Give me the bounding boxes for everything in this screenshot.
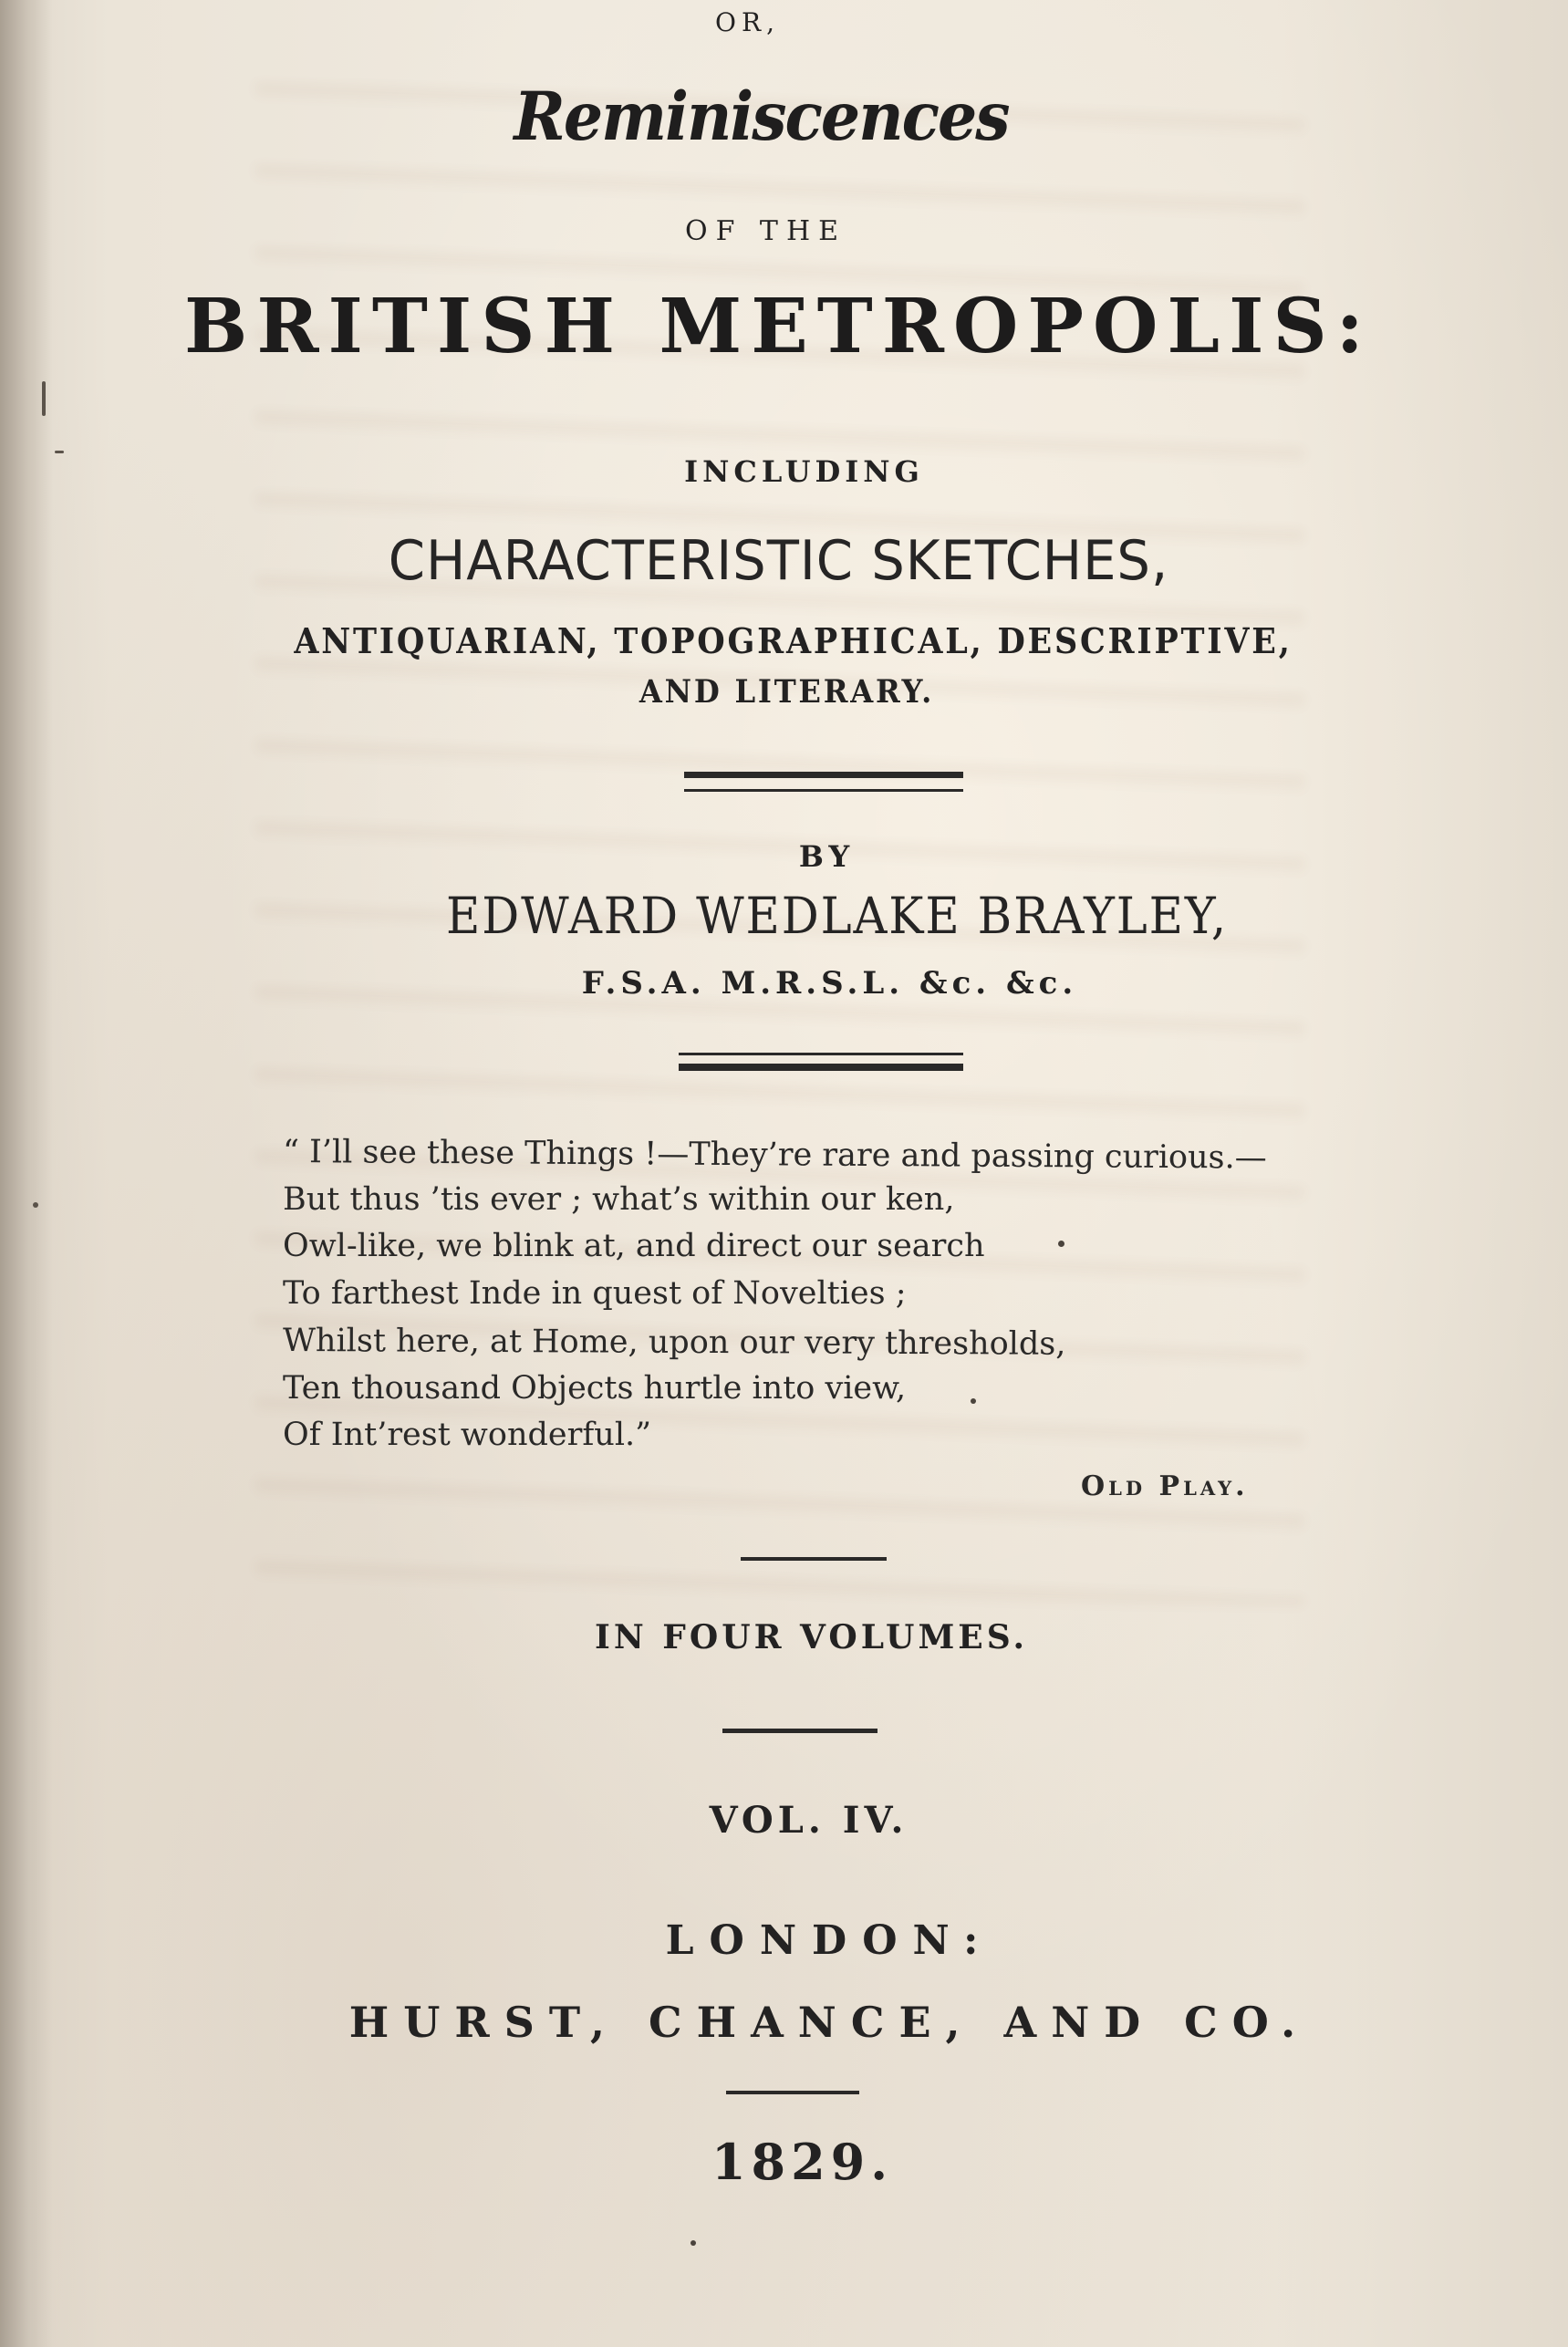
- rule-thin: [679, 1053, 963, 1055]
- rule-thick: [684, 772, 963, 778]
- paper-speck: [1058, 1241, 1064, 1247]
- epigraph-line: But thus ’tis ever ; what’s within our ken,: [283, 1180, 955, 1218]
- of-the-line: OF THE: [684, 215, 847, 247]
- paper-speck: [691, 2240, 696, 2246]
- gutter-mark: [42, 381, 46, 416]
- reminiscences-title: Reminiscences: [514, 77, 1009, 157]
- imprint-publisher: HURST, CHANCE, AND CO.: [348, 1998, 1311, 2047]
- rule-thin: [684, 789, 963, 792]
- author-name: EDWARD WEDLAKE BRAYLEY,: [446, 887, 1228, 945]
- author-credentials: F.S.A. M.R.S.L. &c. &c.: [581, 965, 1078, 1002]
- including-line: INCLUDING: [684, 454, 924, 489]
- epigraph-line: Of Int’rest wonderful.”: [283, 1417, 652, 1454]
- epigraph-line: “ I’ll see these Things !—They’re rare and passing curious.—: [282, 1134, 1267, 1177]
- short-rule: [741, 1557, 887, 1561]
- gutter-mark: [55, 451, 64, 453]
- epigraph-line: Owl-like, we blink at, and direct our search: [283, 1228, 985, 1265]
- epigraph: [283, 1129, 1377, 1459]
- epigraph-line: To farthest Inde in quest of Novelties ;: [283, 1275, 907, 1313]
- short-rule: [726, 2091, 859, 2094]
- epigraph-line: Whilst here, at Home, upon our very thresholds,: [282, 1322, 1066, 1363]
- subtitle-line-2: ANTIQUARIAN, TOPOGRAPHICAL, DESCRIPTIVE,: [294, 620, 1293, 661]
- by-line: BY: [798, 839, 856, 874]
- rule-thick: [679, 1064, 963, 1071]
- paper-speck: [971, 1398, 976, 1404]
- main-title: BRITISH METROPOLIS:: [184, 283, 1373, 370]
- volume-number: VOL. IV.: [709, 1799, 909, 1842]
- volumes-line: IN FOUR VOLUMES.: [595, 1618, 1028, 1656]
- short-rule: [722, 1729, 877, 1733]
- subtitle: CHARACTERISTIC SKETCHES,: [388, 529, 1169, 593]
- subtitle-line-3: AND LITERARY.: [639, 673, 935, 711]
- imprint-place: LONDON:: [665, 1917, 994, 1964]
- gutter-mark: [33, 1202, 38, 1208]
- imprint-year: 1829.: [711, 2133, 894, 2191]
- epigraph-source: Old Play.: [1081, 1470, 1249, 1502]
- epigraph-line: Ten thousand Objects hurtle into view,: [283, 1369, 907, 1407]
- or-line: OR,: [715, 7, 780, 37]
